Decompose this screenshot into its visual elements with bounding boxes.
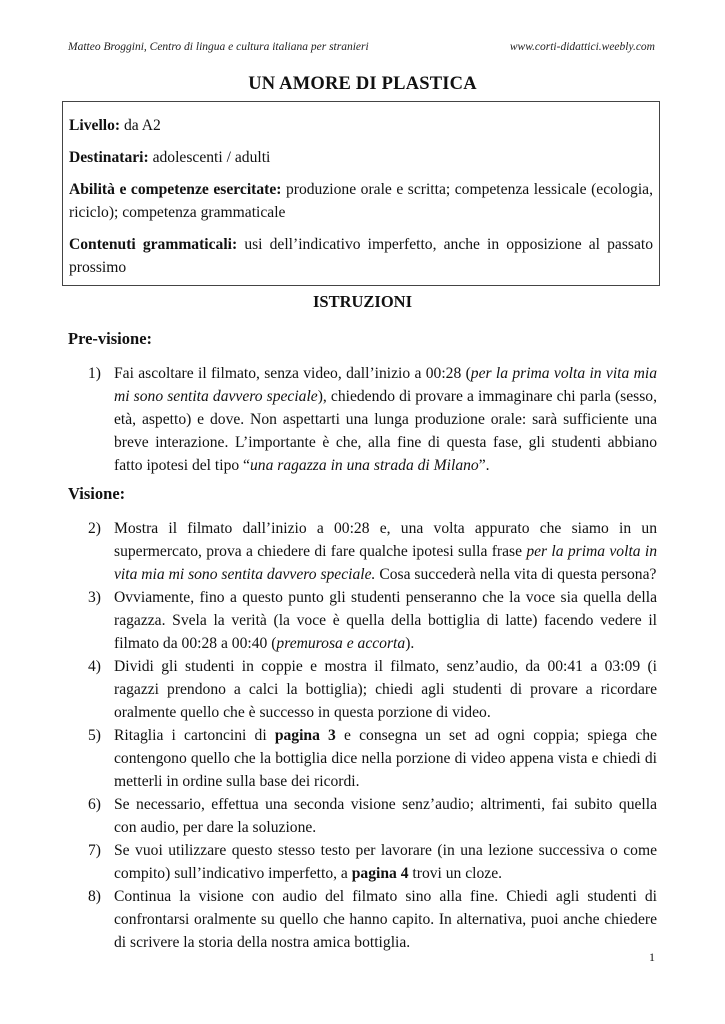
page-number: 1 xyxy=(649,950,655,964)
item-text: Cosa succederà nella vita di questa persona? xyxy=(375,566,657,583)
document-title: UN AMORE DI PLASTICA xyxy=(248,74,477,94)
item-number: 7) xyxy=(88,842,101,859)
item-text: trovi un cloze. xyxy=(408,865,503,882)
contenuti-label: Contenuti grammaticali: xyxy=(69,236,238,253)
destinatari-value: adolescenti / adulti xyxy=(148,149,271,166)
abilita-row xyxy=(69,178,653,224)
item-number: 5) xyxy=(88,727,101,744)
info-box xyxy=(62,101,660,286)
item-text: Se vuoi utilizzare questo stesso testo per lavorare (in una lezione successiva o come compito) sull’indicativo imperfetto, a xyxy=(114,842,657,882)
contenuti-value: usi dell’indicativo imperfetto, anche in opposizione al passato prossimo xyxy=(69,236,654,276)
item-number: 6) xyxy=(88,796,101,813)
abilita-value: produzione orale e scritta; competenza lessicale (ecologia, riciclo); competenza grammaticale xyxy=(69,181,653,221)
abilita-label: Abilità e competenze esercitate: xyxy=(69,181,282,198)
destinatari-row xyxy=(69,146,653,169)
item-quote: per la prima volta in vita mia mi sono sentita davvero speciale xyxy=(114,365,657,405)
list-item xyxy=(68,839,657,885)
contenuti-row xyxy=(69,233,653,279)
visione-list xyxy=(68,517,657,954)
item-number: 8) xyxy=(88,888,101,905)
item-text: ), chiedendo di provare a immaginare chi parla (sesso, età, aspetto) e dove. Non aspettarti una lunga produzione orale: sarà sufficiente una breve interazione. L’importante è che, alla fine di questa fase, gli studenti abbiano fatto ipotesi del tipo “ xyxy=(114,388,657,474)
list-item xyxy=(68,362,657,477)
header-author: Matteo Broggini, Centro di lingua e cultura italiana per stranieri xyxy=(68,41,369,53)
item-text: Mostra il filmato dall’inizio a 00:28 e, una volta appurato che siamo in un supermercato, prova a chiedere di fare qualche ipotesi sulla frase xyxy=(114,520,657,560)
previsione-list xyxy=(68,362,657,477)
header-website: www.corti-didattici.weebly.com xyxy=(509,41,655,53)
destinatari-label: Destinatari: xyxy=(69,149,149,166)
item-text: e consegna un set ad ogni coppia; spiega che contengono quello che la bottiglia dice nella porzione di video appena vista e chiedi di metterli in ordine sulla base dei ricordi. xyxy=(114,727,657,790)
list-item xyxy=(68,586,657,655)
istruzioni-heading: ISTRUZIONI xyxy=(312,292,413,311)
page-reference: pagina 3 xyxy=(274,727,336,744)
item-text: Ovviamente, fino a questo punto gli studenti penseranno che la voce sia quella della ragazza. Svela la verità (la voce è quella della bottiglia di latte) facendo vedere il filmato da 00:28 a 00:40 ( xyxy=(114,589,657,652)
list-item xyxy=(68,655,657,724)
list-item xyxy=(68,885,657,954)
item-text: Se necessario, effettua una seconda visione senz’audio; altrimenti, fai subito quella con audio, per dare la soluzione. xyxy=(114,796,657,836)
livello-value: da A2 xyxy=(120,117,161,134)
item-text: ”. xyxy=(478,457,490,474)
item-quote: premurosa e accorta xyxy=(276,635,406,652)
visione-heading: Visione: xyxy=(68,484,126,503)
item-number: 4) xyxy=(88,658,101,675)
item-quote: una ragazza in una strada di Milano xyxy=(249,457,479,474)
item-text: Dividi gli studenti in coppie e mostra il filmato, senz’audio, da 00:41 a 03:09 (i ragazzi prendono a calci la bottiglia); chiedi agli studenti di provare a ricordare oralmente quello che è successo in questa porzione di video. xyxy=(114,658,657,721)
item-text: ). xyxy=(405,635,415,652)
item-number: 1) xyxy=(88,365,101,382)
item-quote: per la prima volta in vita mia mi sono sentita davvero speciale. xyxy=(114,543,657,583)
item-text: Continua la visione con audio del filmato sino alla fine. Chiedi agli studenti di confrontarsi oralmente su quello che hanno capito. In alternativa, puoi anche chiedere di scrivere la storia della nostra amica bottiglia. xyxy=(114,888,657,951)
list-item xyxy=(68,793,657,839)
item-text: Fai ascoltare il filmato, senza video, dall’inizio a 00:28 ( xyxy=(114,365,471,382)
item-number: 3) xyxy=(88,589,101,606)
previsione-heading: Pre-visione: xyxy=(68,329,153,348)
livello-label: Livello: xyxy=(69,117,121,134)
list-item xyxy=(68,517,657,586)
item-text: Ritaglia i cartoncini di xyxy=(114,727,275,744)
page-reference: pagina 4 xyxy=(351,865,409,882)
list-item xyxy=(68,724,657,793)
item-number: 2) xyxy=(88,520,101,537)
livello-row xyxy=(69,114,653,137)
